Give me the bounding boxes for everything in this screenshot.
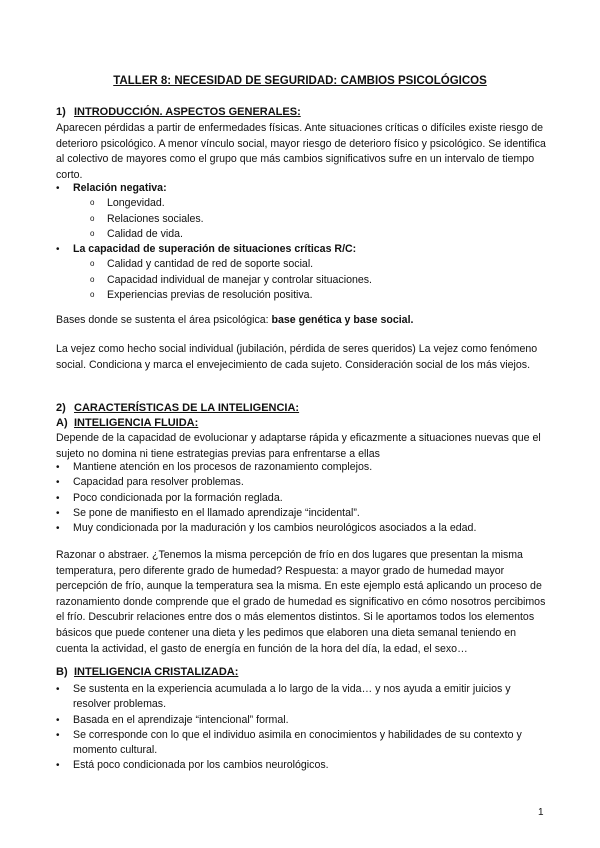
- example-paragraph: Razonar o abstraer. ¿Tenemos la misma percepción de frío en dos lugares que presentan la misma temperatura, pero diferente grado de humedad? Respuesta: a mayor grado de humedad mayor percepción de frío, aunque la temperatura sea la misma. En este ejemplo está aplicando un proceso de razonamiento donde comprende que el grado de humedad es significativo en cómo nosotros percibimos el frío. Descubrir relaciones entre dos o más elementos distintos. Si le aportamos todos los elementos básicos que puede contener una dieta y les pedimos que elaboren una dieta semanal teniendo en cuenta la actividad, el gasto de energía en función de la hora del día, la edad, el sexo…: [56, 549, 546, 655]
- list-item: • Se corresponde con lo que el individuo asimila en conocimientos y habilidades de su contexto y momento cultural.: [56, 728, 548, 759]
- section-2-heading: [56, 402, 299, 414]
- subsection-b-title: INTELIGENCIA CRISTALIZADA:: [74, 666, 239, 678]
- bases-bold: base genética y base social.: [271, 314, 414, 326]
- page-number: 1: [538, 807, 544, 818]
- list-item: • Está poco condicionada por los cambios neurológicos.: [56, 758, 548, 773]
- vejez-paragraph: La vejez como hecho social individual (jubilación, pérdida de seres queridos) La vejez como fenómeno social. Condiciona y marca el envejecimiento de cada sujeto. Consideración social de los más viejos.: [56, 343, 538, 371]
- list-item: • Mantiene atención en los procesos de razonamiento complejos.: [56, 460, 548, 475]
- fluid-intelligence-list: [56, 460, 548, 536]
- bases-line: [56, 314, 413, 326]
- section-2-title: CARACTERÍSTICAS DE LA INTELIGENCIA:: [74, 402, 300, 414]
- list-item: • Basada en el aprendizaje “intencional” formal.: [56, 713, 548, 728]
- sub-list-item: o Experiencias previas de resolución positiva.: [73, 288, 548, 303]
- subsection-b-heading: [56, 666, 238, 678]
- list-item-label: La capacidad de superación de situaciones críticas R/C:: [73, 243, 357, 256]
- list-item: • Se pone de manifiesto en el llamado aprendizaje “incidental”.: [56, 506, 548, 521]
- list-item: [56, 181, 548, 242]
- intro-bullet-list: [56, 181, 548, 303]
- sub-list-item: o Relaciones sociales.: [73, 212, 548, 227]
- section-1-title: INTRODUCCIÓN. ASPECTOS GENERALES:: [74, 106, 301, 118]
- subsection-a-letter: A): [56, 417, 68, 429]
- list-item: • Capacidad para resolver problemas.: [56, 475, 548, 490]
- subsection-a-title: INTELIGENCIA FLUIDA:: [74, 417, 199, 429]
- sub-list-item: o Capacidad individual de manejar y controlar situaciones.: [73, 273, 548, 288]
- subsection-a-heading: [56, 417, 198, 429]
- fluid-intelligence-paragraph: Depende de la capacidad de evolucionar y adaptarse rápida y eficazmente a situaciones nuevas que el sujeto no domina ni tiene estrategias previas para enfrentarse a ellas: [56, 432, 541, 460]
- sub-list-item: o Calidad y cantidad de red de soporte social.: [73, 257, 548, 272]
- intro-paragraph: Aparecen pérdidas a partir de enfermedades físicas. Ante situaciones críticas o difíciles existe riesgo de deterioro psicológico. A menor vínculo social, mayor riesgo de deterioro físico y psicológico. Se identifica al colectivo de mayores como el grupo que más cambios significativos sufre en un intervalo de tiempo corto.: [56, 122, 546, 181]
- sub-list-item: o Calidad de vida.: [73, 227, 548, 242]
- sub-list: [73, 196, 548, 242]
- list-item-label: Relación negativa:: [73, 182, 167, 194]
- section-1-heading: [56, 106, 301, 118]
- sub-list: [73, 257, 548, 303]
- crystallized-intelligence-list: [56, 682, 548, 774]
- section-1-number: 1): [56, 106, 66, 118]
- section-2-number: 2): [56, 402, 66, 414]
- subsection-b-letter: B): [56, 666, 68, 678]
- list-item: • Poco condicionada por la formación reglada.: [56, 491, 548, 506]
- list-item: • Muy condicionada por la maduración y los cambios neurológicos asociados a la edad.: [56, 521, 548, 536]
- bases-text: Bases donde se sustenta el área psicológica:: [56, 314, 272, 326]
- document-title: TALLER 8: NECESIDAD DE SEGURIDAD: CAMBIOS PSICOLÓGICOS: [113, 75, 487, 87]
- list-item: [56, 242, 548, 303]
- list-item: • Se sustenta en la experiencia acumulada a lo largo de la vida… y nos ayuda a emitir juicios y resolver problemas.: [56, 682, 548, 713]
- sub-list-item: o Longevidad.: [73, 196, 548, 211]
